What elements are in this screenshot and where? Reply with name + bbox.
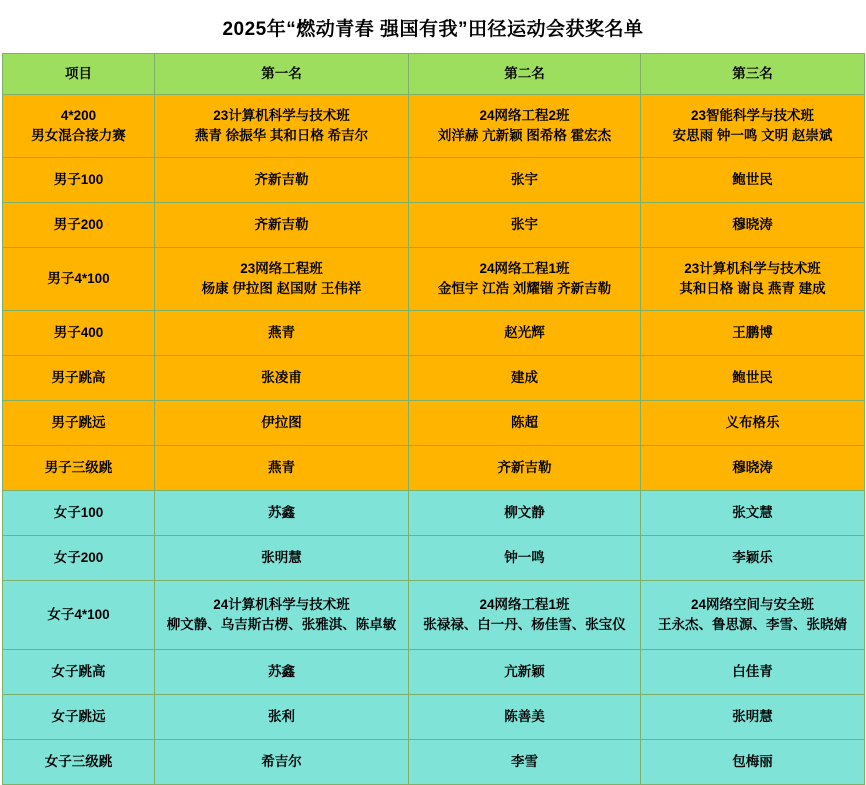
cell-line: 女子跳高 — [51, 664, 106, 680]
table-row — [3, 491, 865, 536]
cell-text — [415, 259, 634, 298]
cell-event — [3, 581, 155, 650]
cell-text — [161, 458, 402, 478]
cell-line: 23网络工程班 — [240, 261, 323, 277]
cell-line: 王鹏博 — [732, 325, 773, 341]
cell-third-place — [641, 581, 865, 650]
cell-event — [3, 401, 155, 446]
cell-line: 男子200 — [53, 217, 104, 233]
cell-text — [647, 170, 858, 190]
cell-text — [647, 259, 858, 298]
cell-line: 女子100 — [53, 505, 104, 521]
cell-text — [9, 323, 148, 343]
cell-first-place — [155, 203, 409, 248]
column-header-first-place: 第一名 — [155, 54, 409, 95]
cell-line: 齐新吉勒 — [497, 460, 552, 476]
cell-event — [3, 650, 155, 695]
cell-event — [3, 158, 155, 203]
cell-line: 李雪 — [511, 754, 538, 770]
cell-line: 燕青 — [268, 325, 295, 341]
cell-text — [415, 707, 634, 727]
cell-text — [647, 662, 858, 682]
cell-third-place — [641, 491, 865, 536]
cell-line: 白佳青 — [732, 664, 773, 680]
cell-line: 齐新吉勒 — [254, 217, 309, 233]
cell-line: 24网络工程1班 — [479, 261, 570, 277]
cell-event — [3, 311, 155, 356]
cell-third-place — [641, 158, 865, 203]
cell-line: 其和日格 谢良 燕青 建成 — [679, 281, 826, 296]
cell-text — [647, 595, 858, 634]
cell-text — [161, 413, 402, 433]
cell-text — [415, 503, 634, 523]
cell-first-place — [155, 356, 409, 401]
cell-text — [647, 752, 858, 772]
cell-second-place — [409, 740, 641, 785]
cell-second-place — [409, 650, 641, 695]
cell-text — [415, 458, 634, 478]
cell-first-place — [155, 650, 409, 695]
cell-event — [3, 248, 155, 311]
cell-text — [161, 368, 402, 388]
cell-event — [3, 491, 155, 536]
cell-line: 女子三级跳 — [44, 754, 113, 770]
cell-third-place — [641, 203, 865, 248]
cell-line: 陈善美 — [504, 709, 545, 725]
cell-second-place — [409, 95, 641, 158]
cell-line: 24网络工程1班 — [479, 597, 570, 613]
table-row — [3, 446, 865, 491]
table-row — [3, 695, 865, 740]
cell-second-place — [409, 158, 641, 203]
cell-second-place — [409, 356, 641, 401]
cell-second-place — [409, 695, 641, 740]
cell-text — [647, 503, 858, 523]
cell-line: 穆晓涛 — [732, 460, 773, 476]
cell-text — [415, 752, 634, 772]
cell-text — [161, 323, 402, 343]
cell-text — [161, 595, 402, 634]
cell-text — [9, 170, 148, 190]
cell-text — [9, 707, 148, 727]
cell-line: 24计算机科学与技术班 — [213, 597, 350, 613]
cell-event — [3, 95, 155, 158]
cell-line: 男子100 — [53, 172, 104, 188]
cell-text — [9, 269, 148, 289]
cell-line: 陈超 — [511, 415, 538, 431]
cell-line: 张利 — [268, 709, 295, 725]
cell-line: 鲍世民 — [732, 172, 773, 188]
table-header — [3, 54, 865, 95]
cell-line: 亢新颖 — [504, 664, 545, 680]
cell-line: 李颖乐 — [732, 550, 773, 566]
cell-text — [415, 106, 634, 145]
cell-text — [647, 368, 858, 388]
cell-text — [415, 595, 634, 634]
cell-first-place — [155, 158, 409, 203]
cell-line: 柳文静、乌吉斯古楞、张雅淇、陈卓敏 — [166, 617, 397, 632]
table-row — [3, 248, 865, 311]
cell-second-place — [409, 203, 641, 248]
cell-third-place — [641, 695, 865, 740]
cell-text — [415, 215, 634, 235]
cell-text — [415, 368, 634, 388]
cell-third-place — [641, 446, 865, 491]
cell-text — [9, 548, 148, 568]
cell-first-place — [155, 581, 409, 650]
cell-text — [415, 662, 634, 682]
cell-first-place — [155, 401, 409, 446]
cell-line: 张凌甫 — [261, 370, 302, 386]
cell-text — [161, 503, 402, 523]
cell-first-place — [155, 695, 409, 740]
cell-text — [647, 548, 858, 568]
cell-first-place — [155, 248, 409, 311]
cell-third-place — [641, 356, 865, 401]
cell-line: 苏鑫 — [268, 664, 295, 680]
table-row — [3, 95, 865, 158]
cell-line: 男子4*100 — [47, 271, 110, 287]
cell-first-place — [155, 311, 409, 356]
cell-line: 女子跳远 — [51, 709, 106, 725]
cell-line: 伊拉图 — [261, 415, 302, 431]
cell-third-place — [641, 95, 865, 158]
cell-event — [3, 740, 155, 785]
cell-first-place — [155, 95, 409, 158]
column-header-third-place: 第三名 — [641, 54, 865, 95]
cell-second-place — [409, 248, 641, 311]
cell-line: 23计算机科学与技术班 — [213, 108, 350, 124]
cell-line: 燕青 — [268, 460, 295, 476]
cell-second-place — [409, 401, 641, 446]
cell-line: 男子跳远 — [51, 415, 106, 431]
column-header-event: 项目 — [3, 54, 155, 95]
cell-text — [415, 413, 634, 433]
cell-text — [9, 215, 148, 235]
cell-text — [9, 503, 148, 523]
cell-text — [161, 215, 402, 235]
cell-text — [161, 259, 402, 298]
cell-line: 鲍世民 — [732, 370, 773, 386]
cell-event — [3, 536, 155, 581]
cell-text — [647, 215, 858, 235]
cell-text — [415, 170, 634, 190]
cell-line: 张明慧 — [732, 709, 773, 725]
cell-line: 男子三级跳 — [44, 460, 113, 476]
cell-third-place — [641, 311, 865, 356]
cell-first-place — [155, 536, 409, 581]
cell-line: 王永杰、鲁思源、李雪、张晓婧 — [658, 617, 847, 632]
cell-line: 金恒宇 江浩 刘耀锴 齐新吉勒 — [437, 281, 612, 296]
cell-first-place — [155, 491, 409, 536]
column-header-second-place: 第二名 — [409, 54, 641, 95]
cell-text — [161, 662, 402, 682]
cell-line: 刘洋赫 亢新颖 图希格 霍宏杰 — [437, 128, 612, 143]
cell-line: 齐新吉勒 — [254, 172, 309, 188]
cell-line: 包梅丽 — [732, 754, 773, 770]
table-body — [3, 95, 865, 785]
cell-text — [647, 707, 858, 727]
cell-second-place — [409, 536, 641, 581]
cell-second-place — [409, 491, 641, 536]
cell-text — [647, 458, 858, 478]
cell-line: 安思雨 钟一鸣 文明 赵崇斌 — [672, 128, 833, 143]
cell-line: 义布格乐 — [725, 415, 780, 431]
cell-line: 张明慧 — [261, 550, 302, 566]
cell-text — [9, 605, 148, 625]
cell-text — [9, 106, 148, 145]
cell-text — [161, 170, 402, 190]
cell-third-place — [641, 650, 865, 695]
table-row — [3, 650, 865, 695]
table-row — [3, 581, 865, 650]
cell-line: 赵光辉 — [504, 325, 545, 341]
cell-line: 24网络空间与安全班 — [690, 597, 815, 613]
cell-first-place — [155, 446, 409, 491]
cell-line: 男女混合接力赛 — [31, 128, 126, 143]
cell-text — [9, 752, 148, 772]
cell-line: 23计算机科学与技术班 — [684, 261, 821, 277]
cell-line: 女子4*100 — [47, 607, 110, 623]
cell-line: 杨康 伊拉图 赵国财 王伟祥 — [201, 281, 362, 296]
award-list-table — [2, 53, 865, 785]
cell-line: 男子跳高 — [51, 370, 106, 386]
table-row — [3, 356, 865, 401]
cell-event — [3, 203, 155, 248]
cell-line: 钟一鸣 — [504, 550, 545, 566]
cell-line: 23智能科学与技术班 — [690, 108, 815, 124]
cell-second-place — [409, 311, 641, 356]
cell-line: 柳文静 — [504, 505, 545, 521]
cell-line: 4*200 — [60, 108, 97, 124]
page-title: 2025年“燃动青春 强国有我”田径运动会获奖名单 — [222, 19, 644, 40]
cell-third-place — [641, 536, 865, 581]
cell-first-place — [155, 740, 409, 785]
table-row — [3, 203, 865, 248]
table-header-row — [3, 54, 865, 95]
cell-line: 穆晓涛 — [732, 217, 773, 233]
cell-text — [647, 413, 858, 433]
cell-event — [3, 695, 155, 740]
cell-line: 男子400 — [53, 325, 104, 341]
cell-text — [9, 458, 148, 478]
cell-line: 张宇 — [511, 172, 538, 188]
cell-text — [415, 323, 634, 343]
cell-line: 张文慧 — [732, 505, 773, 521]
cell-line: 女子200 — [53, 550, 104, 566]
table-row — [3, 311, 865, 356]
cell-line: 燕青 徐振华 其和日格 希吉尔 — [194, 128, 369, 143]
cell-line: 张禄禄、白一丹、杨佳雪、张宝仪 — [423, 617, 626, 632]
cell-text — [9, 662, 148, 682]
cell-text — [161, 707, 402, 727]
cell-event — [3, 356, 155, 401]
cell-line: 24网络工程2班 — [479, 108, 570, 124]
cell-text — [647, 106, 858, 145]
cell-line: 希吉尔 — [261, 754, 302, 770]
cell-event — [3, 446, 155, 491]
cell-second-place — [409, 446, 641, 491]
cell-text — [647, 323, 858, 343]
cell-text — [161, 106, 402, 145]
table-row — [3, 401, 865, 446]
cell-third-place — [641, 401, 865, 446]
cell-third-place — [641, 740, 865, 785]
table-row — [3, 740, 865, 785]
cell-second-place — [409, 581, 641, 650]
table-row — [3, 158, 865, 203]
cell-line: 张宇 — [511, 217, 538, 233]
table-row — [3, 536, 865, 581]
cell-text — [9, 413, 148, 433]
cell-text — [161, 752, 402, 772]
cell-text — [415, 548, 634, 568]
cell-third-place — [641, 248, 865, 311]
cell-line: 苏鑫 — [268, 505, 295, 521]
cell-line: 建成 — [511, 370, 538, 386]
cell-text — [161, 548, 402, 568]
cell-text — [9, 368, 148, 388]
